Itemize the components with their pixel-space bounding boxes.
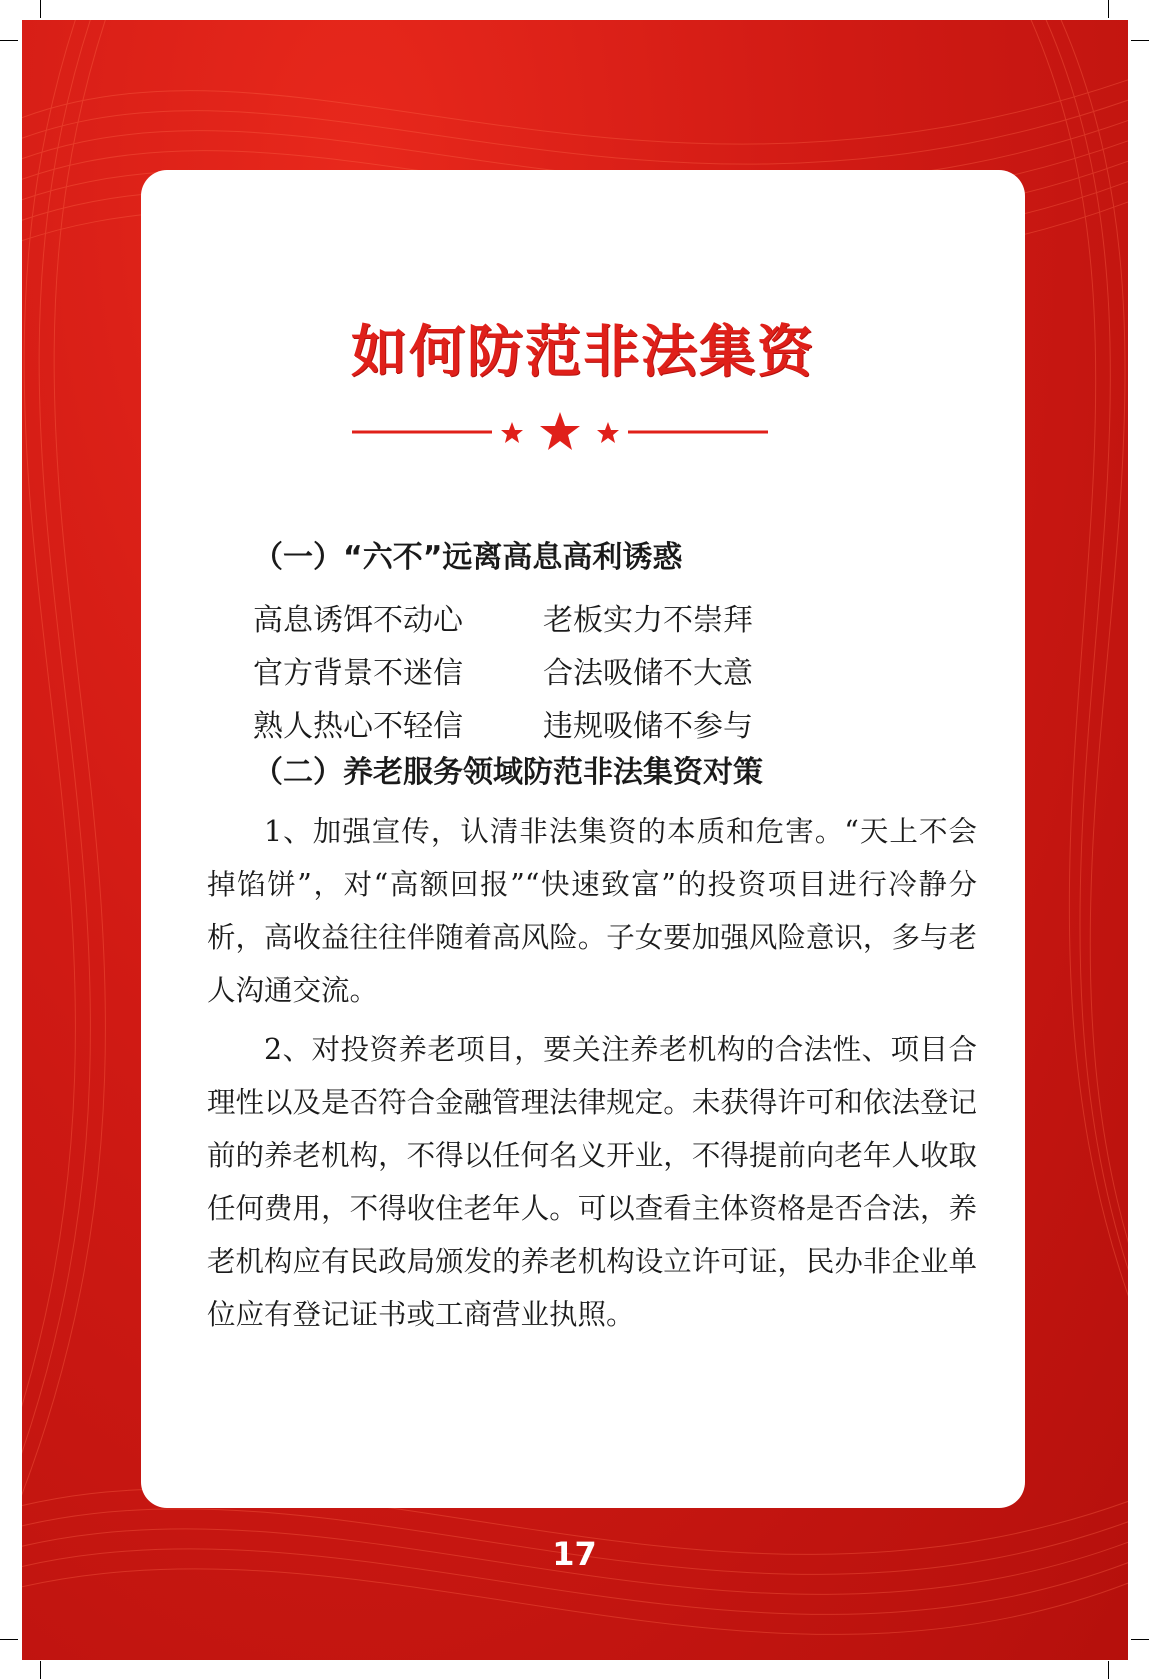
section-heading-1: （一）“六不”远离高息高利诱惑 xyxy=(253,540,683,575)
star-divider xyxy=(352,410,768,454)
crop-mark xyxy=(1108,0,1109,18)
rule-item: 高息诱饵不动心 xyxy=(253,602,463,638)
crop-mark xyxy=(1131,40,1149,41)
crop-mark xyxy=(1131,1639,1149,1640)
crop-mark xyxy=(40,0,41,18)
rule-item: 合法吸储不大意 xyxy=(543,655,753,691)
paragraph: 2、对投资养老项目，要关注养老机构的合法性、项目合理性以及是否符合金融管理法律规定。未获得许可和依法登记前的养老机构，不得以任何名义开业，不得提前向老年人收取任何费用，不得收住老年人。可以查看主体资格是否合法，养老机构应有民政局颁发的养老机构设立许可证，民办非企业单位应有登记证书或工商营业执照。 xyxy=(207,1033,977,1331)
crop-mark xyxy=(0,40,18,41)
crop-mark xyxy=(40,1661,41,1679)
paragraph: 1、加强宣传，认清非法集资的本质和危害。“天上不会掉馅饼”，对“高额回报”“快速致富”的投资项目进行冷静分析，高收益往往伴随着高风险。子女要加强风险意识，多与老人沟通交流。 xyxy=(207,815,977,1007)
page-title: 如何防范非法集资 xyxy=(351,320,815,385)
rule-item: 熟人热心不轻信 xyxy=(253,708,463,744)
rule-item: 老板实力不崇拜 xyxy=(543,602,753,638)
body-text xyxy=(207,538,977,1341)
section-heading-2: （二）养老服务领域防范非法集资对策 xyxy=(253,755,763,790)
star-icon xyxy=(540,412,580,450)
rule-item: 官方背景不迷信 xyxy=(253,655,463,691)
star-icon xyxy=(597,422,619,443)
page-number: 17 xyxy=(552,1535,597,1573)
rule-row xyxy=(253,590,977,643)
star-icon xyxy=(501,422,523,443)
rule-row xyxy=(253,643,977,696)
crop-mark xyxy=(1108,1661,1109,1679)
crop-mark xyxy=(0,1639,18,1640)
rule-row xyxy=(253,696,977,749)
rule-item: 违规吸储不参与 xyxy=(543,708,753,744)
content-card xyxy=(141,170,1025,1508)
